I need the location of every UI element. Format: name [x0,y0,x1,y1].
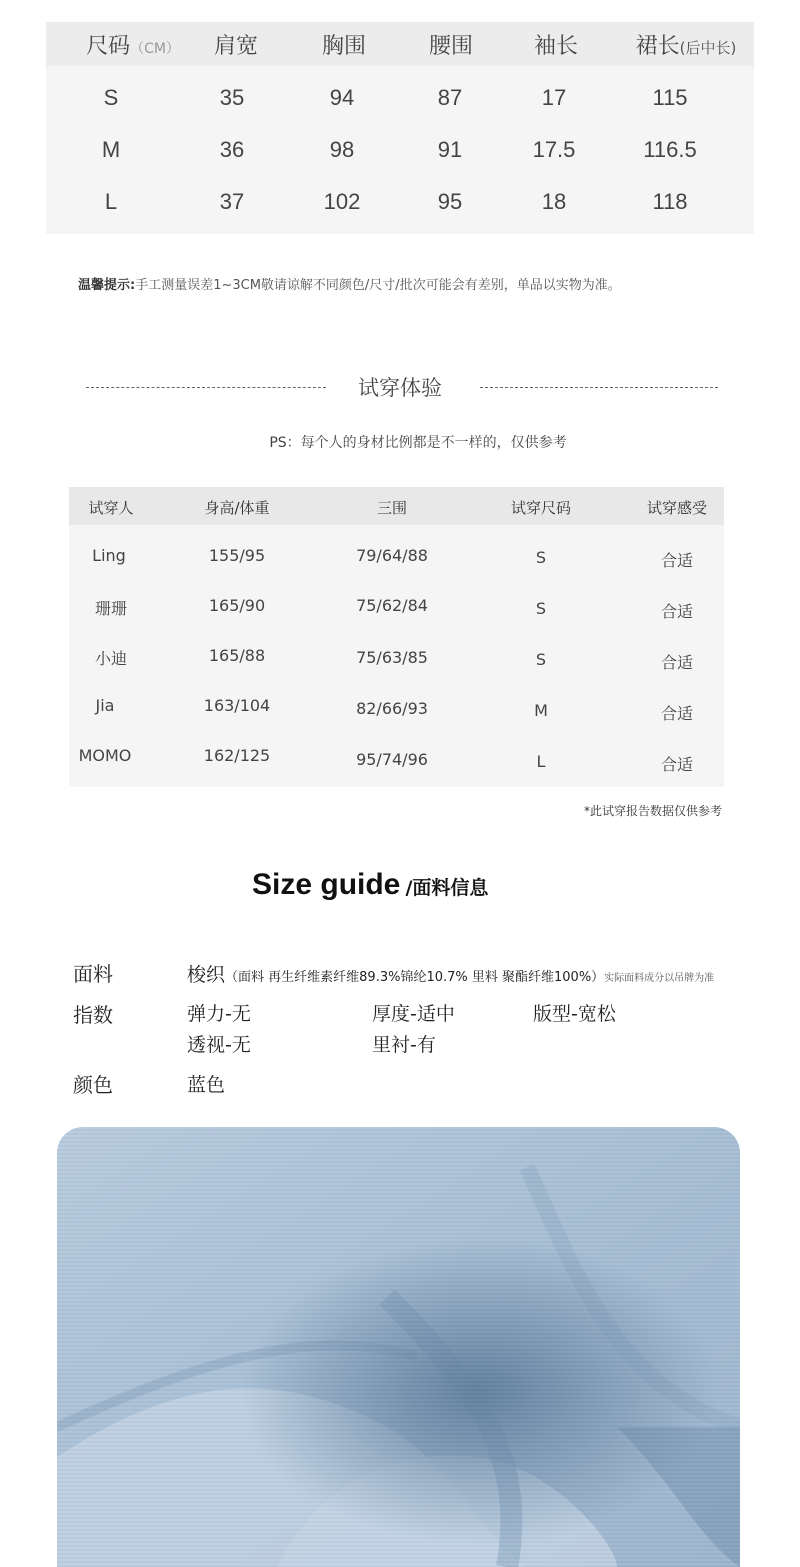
trial-row-4-measurements: 82/66/93 [356,699,428,718]
fabric-elasticity: 弹力-无 [187,1003,251,1025]
trial-ps-note: PS：每个人的身材比例都是不一样的，仅供参考 [269,435,567,451]
size-row-l-size: L [104,189,118,214]
trial-header-measurements: 三围 [376,499,408,517]
trial-row-4-feeling: 合适 [660,704,694,723]
size-row-m-skirt: 116.5 [643,137,697,162]
fabric-closeup-photo [57,1127,740,1567]
trial-row-4-height-weight: 163/104 [203,696,271,715]
header-waist: 腰围 [428,34,474,59]
size-row-s-waist: 87 [437,85,463,110]
tip-label: 温馨提示: [78,278,136,293]
size-row-m-shoulder: 36 [219,137,245,162]
size-row-l-waist: 95 [437,189,463,214]
trial-report-table [69,487,724,787]
trial-row-5-size: L [536,752,546,771]
fabric-index-label: 指数 [73,1003,113,1027]
trial-row-3-height-weight: 165/88 [208,646,266,665]
trial-header-height-weight: 身高/体重 [204,499,270,517]
fabric-material-value: 梭织 [187,964,226,986]
header-shoulder: 肩宽 [213,34,259,59]
fabric-lining: 里衬-有 [372,1034,436,1056]
trial-row-5-height-weight: 162/125 [203,746,271,765]
trial-row-5-measurements: 95/74/96 [356,750,428,769]
fabric-thickness: 厚度-适中 [372,1003,455,1025]
trial-row-3-measurements: 75/63/85 [356,648,428,667]
fabric-fit: 版型-宽松 [533,1003,616,1025]
trial-header-size: 试穿尺码 [510,499,572,517]
header-bust: 胸围 [321,34,367,59]
fabric-material-detail: （面料 再生纤维素纤维89.3%锦纶10.7% 里料 聚酯纤维100%） [225,970,605,985]
size-row-l-bust: 102 [323,189,361,214]
size-row-s-sleeve: 17 [541,85,567,110]
trial-row-3-size: S [535,650,547,669]
trial-row-2-height-weight: 165/90 [208,596,266,615]
size-row-s-bust: 94 [329,85,355,110]
trial-header-person: 试穿人 [88,499,134,517]
trial-header-feeling: 试穿感受 [646,499,708,517]
measurement-tip [78,274,621,293]
fabric-color-value: 蓝色 [187,1074,226,1096]
fabric-texture-image [57,1127,740,1567]
header-size: 尺码（CM） [86,34,180,59]
trial-row-5-person: MOMO [78,746,132,765]
size-row-m-bust: 98 [329,137,355,162]
size-row-l-shoulder: 37 [219,189,245,214]
size-row-s-skirt: 115 [652,85,688,110]
size-row-l-skirt: 118 [652,189,688,214]
size-guide-title-en: Size guide [252,868,401,901]
fabric-transparency: 透视-无 [187,1034,251,1056]
size-row-m-size: M [101,137,121,162]
trial-section-title: 试穿体验 [358,376,442,400]
divider-right [480,387,718,388]
trial-row-5-feeling: 合适 [660,755,694,774]
trial-row-1-size: S [535,548,547,567]
fabric-color-label: 颜色 [73,1073,113,1097]
divider-left [86,387,326,388]
trial-row-1-person: Ling [92,546,126,565]
fabric-material-label: 面料 [73,962,113,986]
trial-row-2-person: 珊珊 [94,599,128,618]
size-row-m-waist: 91 [437,137,463,162]
trial-row-1-feeling: 合适 [660,551,694,570]
trial-row-2-size: S [535,599,547,618]
trial-report-note: *此试穿报告数据仅供参考 [583,804,722,818]
fabric-material-note: 实际面料成分以吊牌为准 [604,973,715,984]
header-sleeve: 袖长 [533,34,579,59]
tip-text: 手工测量误差1~3CM敬请谅解不同颜色/尺寸/批次可能会有差别，单品以实物为准。 [135,278,621,293]
trial-row-4-person: Jia [95,696,115,715]
size-row-m-sleeve: 17.5 [532,137,576,162]
size-chart-table [46,22,754,234]
size-guide-title [252,868,488,902]
trial-row-1-measurements: 79/64/88 [356,546,428,565]
trial-row-3-person: 小迪 [94,649,128,668]
header-skirt: 裙长(后中长) [635,34,737,59]
size-guide-title-cn: /面料信息 [405,877,489,899]
size-row-s-shoulder: 35 [219,85,245,110]
trial-row-2-feeling: 合适 [660,602,694,621]
fabric-composition [187,960,714,987]
size-row-s-size: S [103,85,119,110]
size-row-l-sleeve: 18 [541,189,567,214]
trial-row-4-size: M [534,701,548,720]
trial-row-2-measurements: 75/62/84 [356,596,428,615]
trial-row-3-feeling: 合适 [660,653,694,672]
trial-row-1-height-weight: 155/95 [208,546,266,565]
